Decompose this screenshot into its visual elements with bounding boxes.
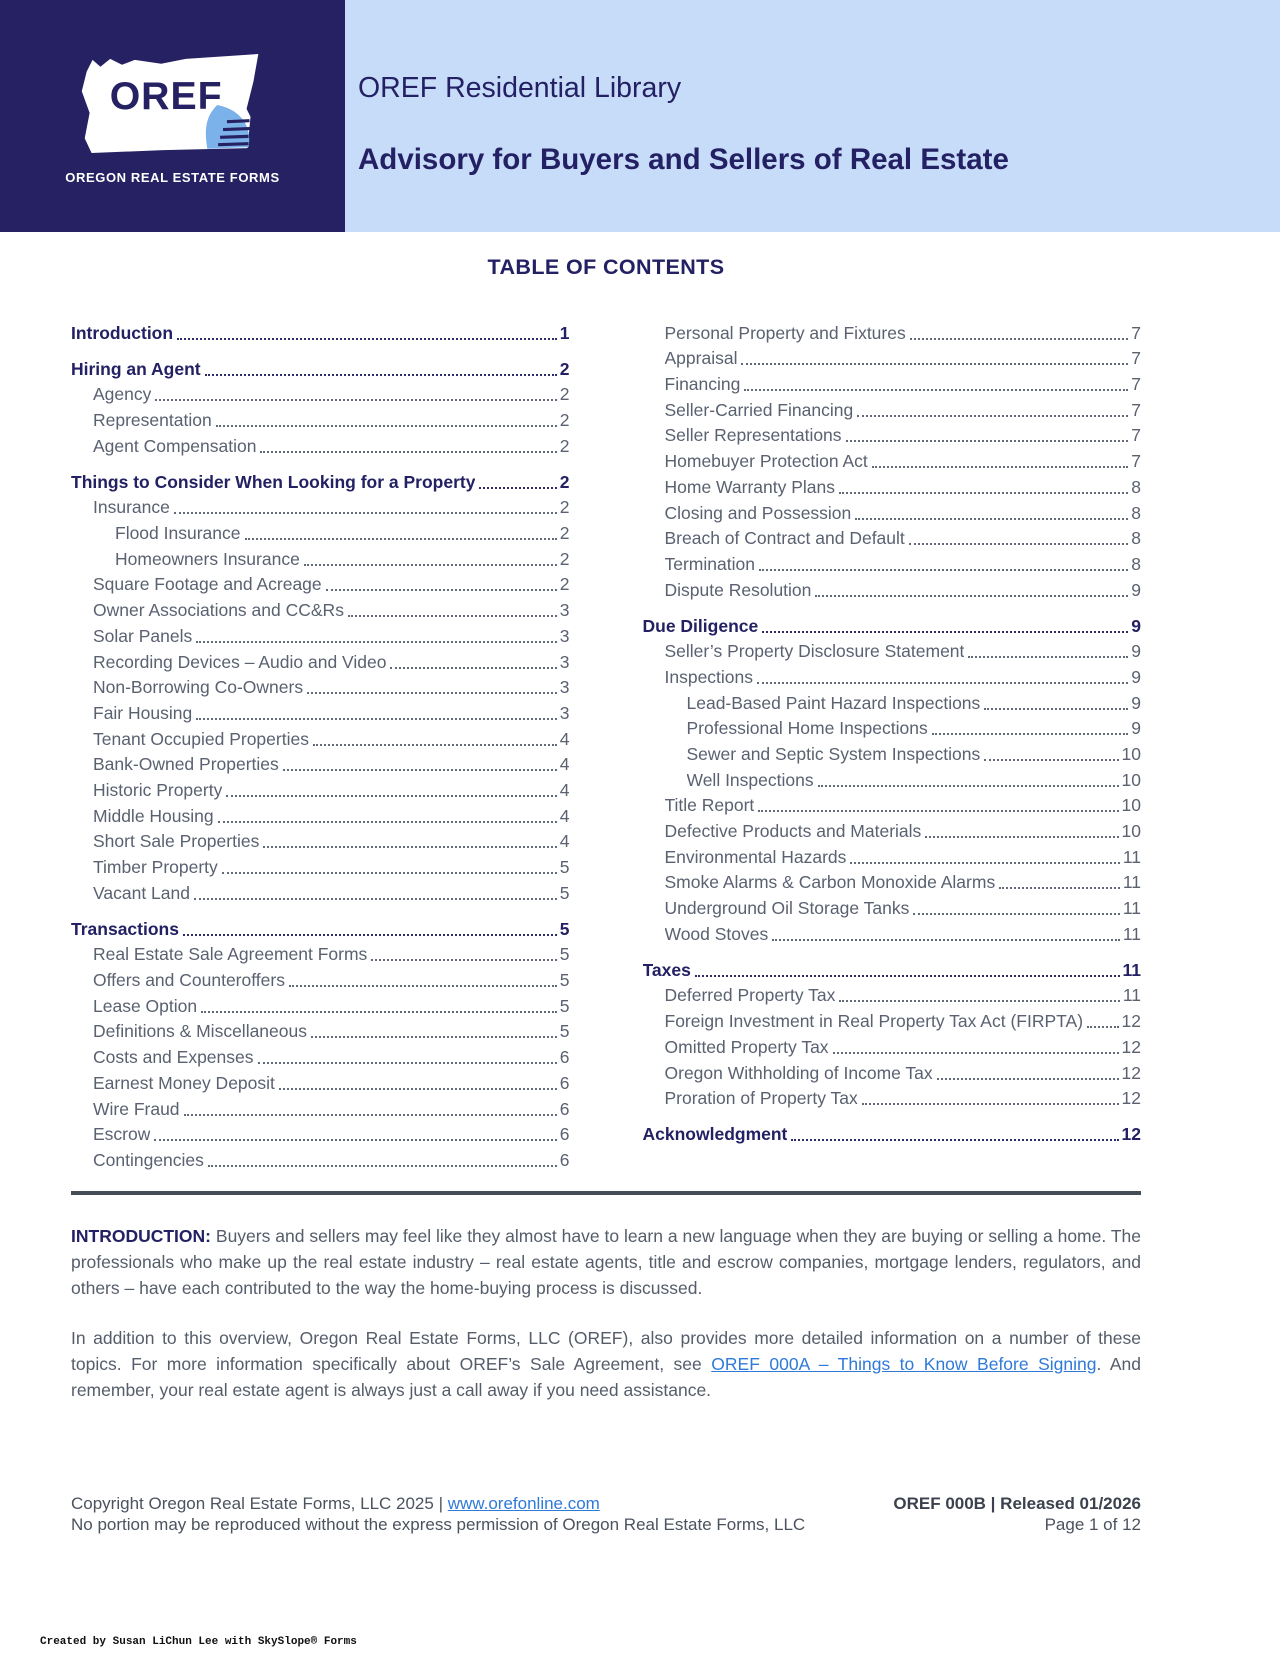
orefonline-link[interactable]: www.orefonline.com [447, 1493, 600, 1513]
toc-entry[interactable] [643, 714, 1142, 740]
toc-entry-label: Owner Associations and CC&Rs [93, 600, 344, 621]
toc-entry[interactable] [71, 775, 570, 801]
toc-entry-label: Agency [93, 384, 152, 405]
toc-entry-page: 9 [1131, 718, 1141, 739]
toc-entry-page: 2 [559, 435, 570, 456]
toc-entry[interactable] [71, 1017, 570, 1043]
oref-logo [0, 0, 345, 232]
toc-entry[interactable] [71, 380, 570, 406]
toc-entry[interactable] [71, 724, 570, 750]
introduction-paragraph [71, 1223, 1141, 1301]
toc-leader-dots [196, 641, 557, 643]
toc-entry-page: 12 [1121, 1088, 1141, 1109]
toc-leader-dots [839, 1000, 1119, 1002]
toc-entry-label: Smoke Alarms & Carbon Monoxide Alarms [664, 872, 996, 893]
toc-entry[interactable] [643, 919, 1142, 945]
toc-entry-label: Wire Fraud [93, 1098, 180, 1119]
toc-entry-page: 9 [1131, 666, 1141, 687]
toc-entry-label: Historic Property [93, 779, 223, 800]
toc-leader-dots [913, 913, 1120, 915]
toc-entry-label: Short Sale Properties [93, 831, 260, 852]
toc-entry[interactable] [643, 1084, 1142, 1110]
toc-entry-page: 7 [1131, 425, 1141, 446]
toc-entry-label: Professional Home Inspections [686, 718, 928, 739]
toc-entry-page: 2 [559, 471, 570, 492]
toc-entry-page: 4 [559, 805, 570, 826]
toc-entry-page: 9 [1131, 641, 1141, 662]
toc-entry-label: Deferred Property Tax [664, 985, 836, 1006]
toc-entry-page: 7 [1131, 322, 1141, 343]
toc-entry[interactable] [643, 765, 1142, 791]
toc-entry-page: 11 [1122, 872, 1141, 893]
toc-entry-label: Representation [93, 410, 212, 431]
toc-entry[interactable] [71, 1145, 570, 1171]
toc-entry-label: Introduction [71, 322, 174, 343]
toc-leader-dots [932, 733, 1129, 735]
oregon-state-icon [70, 48, 276, 161]
oref-000a-link[interactable]: OREF 000A – Things to Know Before Signing [711, 1353, 1097, 1374]
toc-entry-label: Due Diligence [642, 615, 759, 636]
toc-entry[interactable] [71, 647, 570, 673]
toc-entry-page: 7 [1131, 399, 1141, 420]
toc-entry[interactable] [643, 1006, 1142, 1032]
toc-entry-page: 5 [559, 918, 570, 939]
toc-entry-page: 2 [559, 358, 570, 379]
toc-entry[interactable] [643, 1120, 1142, 1146]
toc-leader-dots [872, 466, 1128, 468]
toc-entry-label: Agent Compensation [93, 435, 257, 456]
toc-entry[interactable] [643, 344, 1142, 370]
toc-entry-page: 10 [1121, 821, 1141, 842]
toc-entry[interactable] [71, 467, 570, 493]
toc-entry[interactable] [71, 991, 570, 1017]
toc-entry-page: 2 [559, 410, 570, 431]
toc-entry-page: 3 [559, 702, 570, 723]
toc-leader-dots [857, 415, 1128, 417]
toc-entry[interactable] [71, 1120, 570, 1146]
toc-leader-dots [833, 1052, 1119, 1054]
introduction-label: INTRODUCTION: [71, 1225, 211, 1246]
toc-entry[interactable] [71, 405, 570, 431]
toc-entry-label: Non-Borrowing Co-Owners [93, 677, 304, 698]
page-indicator: Page 1 of 12 [1044, 1515, 1141, 1535]
toc-entry-label: Homebuyer Protection Act [664, 451, 868, 472]
toc-entry[interactable] [71, 595, 570, 621]
toc-entry-label: Contingencies [93, 1149, 204, 1170]
toc-leader-dots [218, 821, 557, 823]
toc-leader-dots [311, 1036, 557, 1038]
toc-leader-dots [283, 769, 557, 771]
toc-entry-page: 5 [559, 995, 570, 1016]
toc-leader-dots [184, 1114, 557, 1116]
toc-leader-dots [196, 718, 557, 720]
toc-entry[interactable] [71, 354, 570, 380]
toc-entry[interactable] [643, 791, 1142, 817]
toc-entry[interactable] [71, 940, 570, 966]
toc-entry-label: Proration of Property Tax [664, 1088, 858, 1109]
toc-entry-page: 8 [1131, 476, 1141, 497]
toc-leader-dots [910, 338, 1129, 340]
toc-leader-dots [479, 487, 556, 489]
toc-entry-label: Omitted Property Tax [664, 1036, 829, 1057]
toc-entry-label: Things to Consider When Looking for a Property [71, 471, 476, 492]
toc-entry-label: Homeowners Insurance [115, 548, 300, 569]
toc-entry[interactable] [643, 662, 1142, 688]
toc-entry[interactable] [643, 395, 1142, 421]
document-title: Advisory for Buyers and Sellers of Real Estate [358, 143, 1009, 176]
toc-entry[interactable] [643, 369, 1142, 395]
toc-leader-dots [925, 836, 1118, 838]
more-info-text-after: . And remember, your real estate agent is always just a call away if you need assistance. [71, 1353, 1141, 1400]
toc-leader-dots [226, 795, 556, 797]
toc-entry-page: 12 [1121, 1062, 1141, 1083]
toc-leader-dots [839, 492, 1128, 494]
toc-entry-page: 3 [559, 651, 570, 672]
introduction-text: Buyers and sellers may feel like they almost have to learn a new language when they are buying or selling a home. The professionals who make up the real estate industry – real estate agents, title and escrow companies, mortgage lenders, regulators, and others – have each contributed to the way the home-buying process is discussed. [71, 1225, 1141, 1298]
toc-leader-dots [201, 1011, 557, 1013]
toc-entry-label: Environmental Hazards [664, 846, 847, 867]
toc-entry-page: 6 [559, 1098, 570, 1119]
toc-entry[interactable] [643, 549, 1142, 575]
created-by-stamp: Created by Susan LiChun Lee with SkySlope® Forms [40, 1636, 357, 1648]
toc-entry-label: Title Report [664, 795, 755, 816]
toc-leader-dots [818, 785, 1119, 787]
toc-leader-dots [348, 615, 557, 617]
toc-entry[interactable] [71, 544, 570, 570]
toc-entry[interactable] [643, 446, 1142, 472]
toc-entry[interactable] [71, 852, 570, 878]
toc-entry-label: Lease Option [93, 995, 198, 1016]
toc-leader-dots [937, 1078, 1119, 1080]
toc-entry-page: 7 [1131, 348, 1141, 369]
toc-entry[interactable] [643, 498, 1142, 524]
toc-leader-dots [762, 631, 1128, 633]
document-header [0, 0, 1280, 232]
toc-entry-label: Hiring an Agent [71, 358, 201, 379]
toc-entry-label: Inspections [664, 666, 754, 687]
copyright-line [71, 1493, 805, 1515]
toc-entry-label: Insurance [93, 497, 170, 518]
toc-entry-label: Appraisal [664, 348, 738, 369]
toc-leader-dots [245, 538, 557, 540]
toc-entry[interactable] [643, 955, 1142, 981]
toc-entry-label: Termination [664, 553, 755, 574]
toc-leader-dots [177, 338, 557, 340]
toc-entry[interactable] [643, 318, 1142, 344]
toc-entry-label: Wood Stoves [664, 923, 769, 944]
toc-leader-dots [313, 744, 557, 746]
toc-entry-page: 11 [1122, 898, 1141, 919]
toc-entry[interactable] [71, 914, 570, 940]
toc-leader-dots [984, 759, 1118, 761]
toc-entry[interactable] [643, 421, 1142, 447]
toc-entry-label: Financing [664, 374, 741, 395]
toc-entry-page: 5 [559, 944, 570, 965]
toc-entry-label: Sewer and Septic System Inspections [686, 743, 981, 764]
toc-leader-dots [695, 975, 1120, 977]
toc-entry-page: 8 [1131, 528, 1141, 549]
toc-leader-dots [279, 1088, 557, 1090]
toc-entry-label: Earnest Money Deposit [93, 1072, 275, 1093]
toc-entry-label: Definitions & Miscellaneous [93, 1021, 307, 1042]
toc-entry-label: Seller Representations [664, 425, 842, 446]
toc-left-column [71, 318, 570, 1171]
toc-entry[interactable] [643, 1032, 1142, 1058]
toc-leader-dots [909, 543, 1128, 545]
toc-leader-dots [791, 1139, 1118, 1141]
toc-entry[interactable] [71, 801, 570, 827]
toc-entry-page: 5 [559, 970, 570, 991]
page-footer [71, 1493, 1141, 1536]
toc-leader-dots [155, 399, 556, 401]
toc-entry-page: 3 [559, 625, 570, 646]
toc-entry-page: 11 [1122, 985, 1141, 1006]
section-divider [71, 1191, 1141, 1195]
toc-entry-label: Transactions [71, 918, 179, 939]
toc-entry-label: Recording Devices – Audio and Video [93, 651, 387, 672]
more-info-paragraph [71, 1325, 1141, 1403]
toc-entry-page: 2 [559, 523, 570, 544]
toc-entry-page: 2 [559, 574, 570, 595]
toc-entry[interactable] [643, 524, 1142, 550]
toc-entry-page: 9 [1131, 615, 1141, 636]
toc-entry[interactable] [643, 575, 1142, 601]
footer-left [71, 1493, 805, 1536]
toc-entry-label: Timber Property [93, 857, 218, 878]
toc-entry-label: Home Warranty Plans [664, 476, 836, 497]
toc-entry[interactable] [643, 868, 1142, 894]
toc-entry[interactable] [71, 431, 570, 457]
toc-entry-label: Square Footage and Acreage [93, 574, 322, 595]
toc-entry-page: 2 [559, 548, 570, 569]
toc-entry[interactable] [643, 981, 1142, 1007]
toc-entry-label: Well Inspections [686, 769, 814, 790]
toc-entry[interactable] [71, 673, 570, 699]
toc-heading: TABLE OF CONTENTS [487, 255, 725, 279]
toc-entry-page: 3 [559, 600, 570, 621]
toc-entry-page: 5 [559, 1021, 570, 1042]
toc-leader-dots [326, 589, 557, 591]
toc-entry-page: 11 [1122, 923, 1141, 944]
toc-entry-page: 4 [559, 728, 570, 749]
toc-entry-label: Personal Property and Fixtures [664, 322, 906, 343]
toc-leader-dots [850, 862, 1119, 864]
toc-leader-dots [371, 959, 556, 961]
toc-leader-dots [222, 872, 557, 874]
toc-leader-dots [846, 440, 1129, 442]
toc-entry[interactable] [71, 318, 570, 344]
toc-leader-dots [862, 1103, 1119, 1105]
toc-right-column [643, 318, 1142, 1171]
logo-caption: OREGON REAL ESTATE FORMS [65, 169, 280, 185]
toc-entry-page: 12 [1121, 1124, 1141, 1145]
toc-leader-dots [744, 389, 1128, 391]
toc-entry-label: Defective Products and Materials [664, 821, 922, 842]
toc-entry-page: 8 [1131, 502, 1141, 523]
toc-leader-dots [154, 1139, 556, 1141]
toc-entry[interactable] [71, 1068, 570, 1094]
toc-leader-dots [759, 569, 1128, 571]
toc-entry-page: 5 [559, 882, 570, 903]
toc-entry[interactable] [643, 472, 1142, 498]
toc-leader-dots [772, 939, 1120, 941]
toc-leader-dots [208, 1165, 557, 1167]
more-info-text-before: In addition to this overview, Oregon Real Estate Forms, LLC (OREF), also provides more detailed information on a number of these topics. For more information specifically about OREF’s Sale Agreement, see [71, 1327, 1141, 1374]
footer-right [893, 1493, 1141, 1536]
toc-entry-page: 8 [1131, 553, 1141, 574]
toc-entry-page: 7 [1131, 451, 1141, 472]
toc-entry-label: Bank-Owned Properties [93, 754, 279, 775]
toc-entry-page: 3 [559, 677, 570, 698]
toc-entry[interactable] [643, 637, 1142, 663]
toc-entry-page: 9 [1131, 692, 1141, 713]
toc-leader-dots [183, 934, 557, 936]
toc-leader-dots [1087, 1026, 1119, 1028]
toc-entry-page: 6 [559, 1072, 570, 1093]
toc-entry[interactable] [71, 570, 570, 596]
toc-entry-label: Foreign Investment in Real Property Tax Act (FIRPTA) [664, 1011, 1084, 1032]
toc-entry-label: Dispute Resolution [664, 579, 812, 600]
form-id-release: OREF 000B | Released 01/2026 [893, 1493, 1141, 1513]
toc-entry[interactable] [71, 621, 570, 647]
toc-leader-dots [174, 512, 557, 514]
toc-entry[interactable] [71, 965, 570, 991]
toc-leader-dots [968, 656, 1128, 658]
toc-leader-dots [258, 1062, 557, 1064]
toc-entry-label: Escrow [93, 1124, 151, 1145]
toc-entry-page: 11 [1122, 959, 1141, 980]
toc-entry[interactable] [643, 893, 1142, 919]
toc-leader-dots [289, 985, 557, 987]
toc-entry-label: Oregon Withholding of Income Tax [664, 1062, 933, 1083]
toc-entry-page: 4 [559, 754, 570, 775]
logo-acronym: OREF [109, 73, 223, 118]
toc-entry-page: 5 [559, 857, 570, 878]
toc-leader-dots [263, 846, 556, 848]
toc-entry-label: Offers and Counteroffers [93, 970, 285, 991]
toc-entry-page: 12 [1121, 1036, 1141, 1057]
toc-entry-label: Taxes [642, 959, 691, 980]
toc-leader-dots [815, 595, 1128, 597]
toc-entry-page: 12 [1121, 1011, 1141, 1032]
toc-entry-page: 9 [1131, 579, 1141, 600]
toc-entry-label: Flood Insurance [115, 523, 241, 544]
toc-entry-label: Underground Oil Storage Tanks [664, 898, 910, 919]
toc-entry-label: Vacant Land [93, 882, 190, 903]
toc-entry[interactable] [71, 518, 570, 544]
toc-entry[interactable] [643, 816, 1142, 842]
toc-leader-dots [984, 708, 1128, 710]
toc-entry-page: 1 [559, 322, 570, 343]
toc-leader-dots [855, 518, 1128, 520]
toc-leader-dots [260, 451, 556, 453]
toc-entry-page: 11 [1122, 846, 1141, 867]
toc-entry[interactable] [643, 1058, 1142, 1084]
toc-entry-page: 2 [559, 384, 570, 405]
toc-entry-label: Middle Housing [93, 805, 214, 826]
toc-entry[interactable] [71, 750, 570, 776]
toc-entry-page: 4 [559, 779, 570, 800]
toc-entry-page: 10 [1121, 795, 1141, 816]
toc-leader-dots [757, 682, 1128, 684]
toc-entry[interactable] [71, 1094, 570, 1120]
toc-leader-dots [999, 887, 1120, 889]
toc-entry-label: Fair Housing [93, 702, 193, 723]
toc-leader-dots [307, 692, 557, 694]
toc-entry[interactable] [71, 1042, 570, 1068]
toc-entry-label: Tenant Occupied Properties [93, 728, 309, 749]
library-title: OREF Residential Library [358, 72, 682, 104]
toc-entry[interactable] [643, 688, 1142, 714]
toc-entry[interactable] [71, 493, 570, 519]
toc-leader-dots [741, 363, 1128, 365]
toc-entry-page: 2 [559, 497, 570, 518]
toc-leader-dots [194, 898, 557, 900]
toc-entry-page: 6 [559, 1124, 570, 1145]
copyright-text: Copyright Oregon Real Estate Forms, LLC 2025 | [71, 1493, 448, 1513]
toc-leader-dots [390, 667, 556, 669]
toc-entry-page: 7 [1131, 374, 1141, 395]
toc-entry-label: Breach of Contract and Default [664, 528, 905, 549]
toc-leader-dots [758, 810, 1118, 812]
page-content [71, 254, 1141, 1536]
toc-entry[interactable] [71, 827, 570, 853]
toc-entry[interactable] [643, 739, 1142, 765]
toc-entry-page: 10 [1121, 743, 1141, 764]
toc-entry-label: Real Estate Sale Agreement Forms [93, 944, 368, 965]
toc-entry-label: Solar Panels [93, 625, 193, 646]
toc-entry[interactable] [71, 698, 570, 724]
toc-entry-label: Closing and Possession [664, 502, 852, 523]
permission-line: No portion may be reproduced without the express permission of Oregon Real Estate Forms, LLC [71, 1515, 806, 1535]
toc-entry-page: 6 [559, 1149, 570, 1170]
toc-entry-page: 10 [1121, 769, 1141, 790]
toc-entry-page: 4 [559, 831, 570, 852]
toc-entry[interactable] [643, 842, 1142, 868]
table-of-contents [71, 318, 1141, 1171]
toc-entry[interactable] [71, 878, 570, 904]
toc-leader-dots [205, 374, 557, 376]
header-title-block [345, 0, 1280, 232]
toc-entry-label: Acknowledgment [642, 1124, 788, 1145]
toc-entry-label: Lead-Based Paint Hazard Inspections [686, 692, 981, 713]
toc-entry-label: Seller’s Property Disclosure Statement [664, 641, 965, 662]
toc-leader-dots [216, 425, 557, 427]
toc-entry[interactable] [643, 611, 1142, 637]
toc-entry-label: Seller-Carried Financing [664, 399, 854, 420]
toc-leader-dots [304, 564, 557, 566]
toc-entry-page: 6 [559, 1047, 570, 1068]
toc-entry-label: Costs and Expenses [93, 1047, 254, 1068]
